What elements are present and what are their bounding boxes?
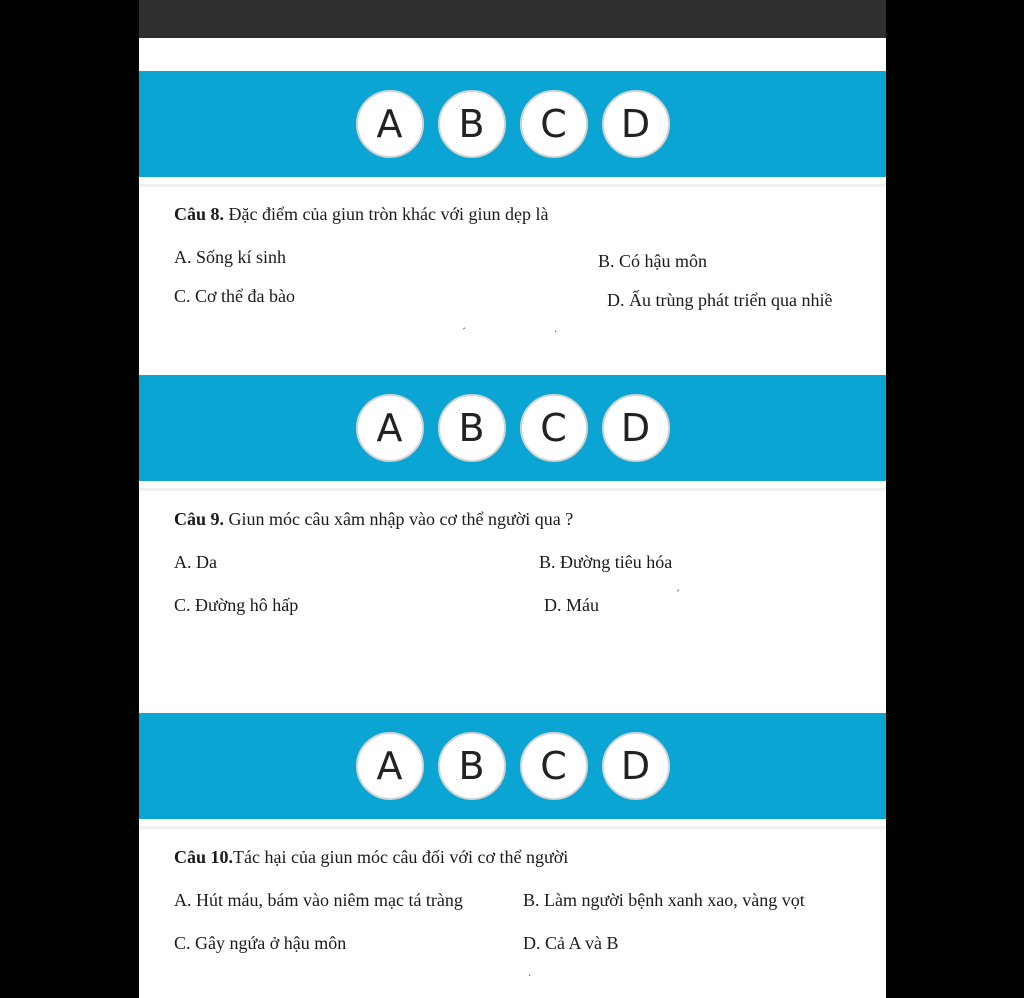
answer-c-button[interactable]: C [520,732,588,800]
question-text: Tác hại của giun móc câu đối với cơ thể người [233,847,569,867]
stray-mark: ˊ [462,325,466,339]
choice-c[interactable]: C. Gây ngứa ở hậu môn [174,933,347,953]
question-text: Đặc điểm của giun tròn khác với giun dẹp là [224,204,549,224]
answer-bar-3 [139,713,886,819]
question-title [174,847,568,868]
choice-d[interactable]: D. Máu [544,595,599,615]
question-text: Giun móc câu xâm nhập vào cơ thể người qua ? [224,509,574,529]
question-title [174,509,573,530]
answer-d-button[interactable]: D [602,90,670,158]
choice-a[interactable]: A. Da [174,552,217,572]
choice-c[interactable]: C. Đường hô hấp [174,595,299,615]
choice-a[interactable]: A. Sống kí sinh [174,247,287,267]
choice-c[interactable]: C. Cơ thể đa bào [174,286,295,306]
stray-mark: ˑ [554,325,558,339]
answer-c-button[interactable]: C [520,394,588,462]
answer-a-button[interactable]: A [356,90,424,158]
question-card-10 [139,826,886,998]
choice-a[interactable]: A. Hút máu, bám vào niêm mạc tá tràng [174,890,463,910]
answer-bar-2 [139,375,886,481]
choice-b[interactable]: B. Làm người bệnh xanh xao, vàng vọt [523,890,805,910]
top-bar [139,0,886,38]
stray-mark: ˑ [528,969,532,983]
stray-mark: ˊ [676,587,680,601]
choice-b[interactable]: B. Đường tiêu hóa [539,552,673,572]
question-number: Câu 10. [174,847,234,867]
answer-a-button[interactable]: A [356,394,424,462]
answer-c-button[interactable]: C [520,90,588,158]
answer-a-button[interactable]: A [356,732,424,800]
quiz-page [139,0,886,998]
question-card-8 [139,184,886,375]
answer-b-button[interactable]: B [438,90,506,158]
answer-b-button[interactable]: B [438,394,506,462]
answer-d-button[interactable]: D [602,394,670,462]
question-number: Câu 8. [174,204,225,224]
choice-d[interactable]: D. Cả A và B [523,933,619,953]
answer-d-button[interactable]: D [602,732,670,800]
answer-b-button[interactable]: B [438,732,506,800]
choice-d[interactable]: D. Ấu trùng phát triển qua nhiề [607,290,833,310]
question-number: Câu 9. [174,509,225,529]
question-card-9 [139,488,886,714]
choice-b[interactable]: B. Có hậu môn [598,251,708,271]
question-title [174,204,548,225]
answer-bar-1 [139,71,886,177]
